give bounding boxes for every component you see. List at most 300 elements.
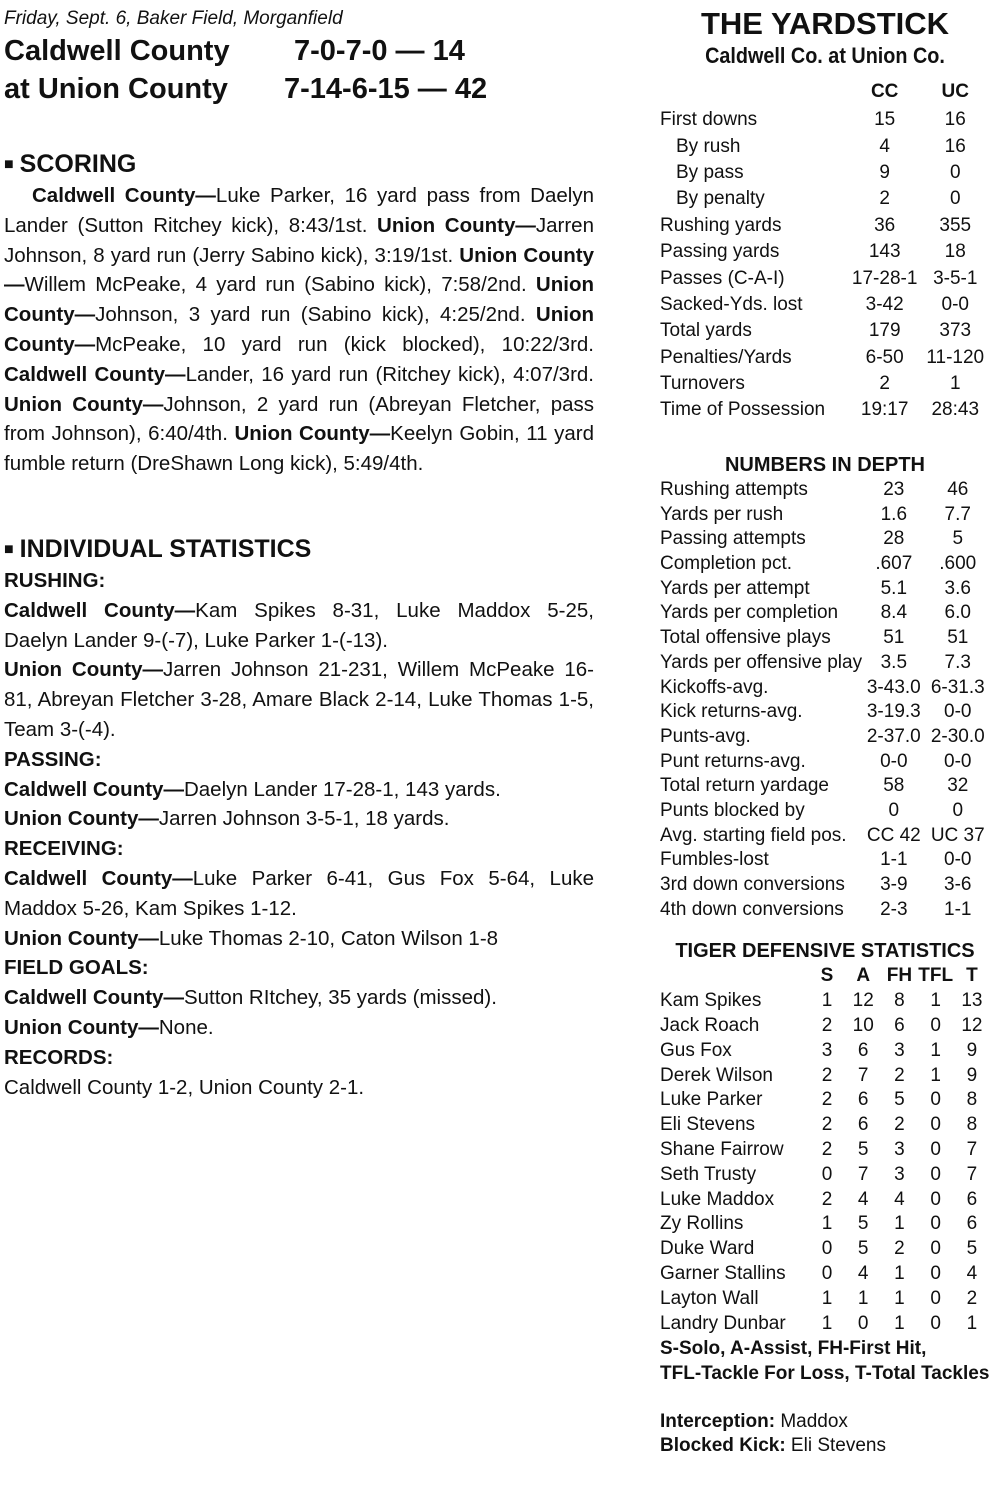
- stat-label: Kickoffs-avg.: [660, 676, 769, 698]
- total-value: 8: [966, 1089, 978, 1111]
- stat-label: Kick returns-avg.: [660, 701, 803, 723]
- defense-heading: TIGER DEFENSIVE STATISTICS: [675, 940, 975, 963]
- cc-value: 3-9: [880, 874, 908, 896]
- stat-label: Fumbles-lost: [660, 849, 769, 871]
- passing-uc: [4, 804, 594, 834]
- first-hit-value: 2: [894, 1064, 905, 1086]
- stat-label: Rushing yards: [660, 214, 782, 236]
- tfl-value: 0: [930, 1015, 941, 1037]
- player-name: Derek Wilson: [660, 1064, 773, 1086]
- cc-value: 3.5: [880, 651, 908, 673]
- total-value: 7: [966, 1163, 978, 1185]
- depth-row: [660, 651, 990, 676]
- first-hit-value: 4: [894, 1188, 905, 1210]
- stat-label: Yards per rush: [660, 503, 784, 525]
- depth-row: [660, 601, 990, 626]
- square-bullet-icon: ■: [4, 540, 14, 558]
- uc-value: 5: [952, 528, 964, 550]
- stat-label: Total offensive plays: [660, 627, 831, 649]
- uc-value: 1-1: [944, 898, 972, 920]
- individual-heading: [4, 533, 594, 566]
- player-name: Layton Wall: [660, 1287, 759, 1309]
- player-name: Kam Spikes: [660, 990, 762, 1012]
- receiving-label: RECEIVING:: [4, 837, 124, 861]
- solo-value: 1: [821, 1213, 833, 1235]
- stat-label: By penalty: [676, 188, 765, 210]
- tfl-value: 0: [930, 1263, 941, 1285]
- uc-value: 7.7: [944, 503, 971, 525]
- stat-label: First downs: [660, 109, 758, 131]
- scoring-play: Johnson, 2 yard run (Abreyan Fletcher, pass from Johnson), 6:40/4th.: [4, 392, 594, 446]
- uc-value: 16: [944, 109, 966, 131]
- assist-value: 5: [857, 1238, 869, 1260]
- yardstick-row: [660, 160, 990, 186]
- defense-legend-1: S-Solo, A-Assist, FH-First Hit,: [660, 1338, 927, 1360]
- assist-value: 6: [857, 1114, 869, 1136]
- field-goals-uc: [4, 1013, 594, 1043]
- depth-row: [660, 626, 990, 651]
- uc-value: 6.0: [944, 602, 971, 624]
- assist-value: 5: [857, 1213, 869, 1235]
- linescore-team: Caldwell County: [4, 35, 230, 67]
- defense-table: [660, 964, 990, 1336]
- defense-row: [660, 1088, 990, 1113]
- cc-value: 58: [883, 775, 905, 797]
- scoring-team: Union County—: [4, 243, 594, 297]
- team-label: Union County—: [4, 1015, 159, 1039]
- first-hit-value: 2: [894, 1114, 905, 1136]
- stat-label: Time of Possession: [660, 399, 826, 421]
- stat-text: Daelyn Lander 17-28-1, 143 yards.: [183, 777, 501, 801]
- stat-text: None.: [158, 1015, 214, 1039]
- interception-note: [660, 1410, 990, 1434]
- uc-value: 51: [947, 627, 969, 649]
- stat-label: Punts-avg.: [660, 725, 751, 747]
- col-header: T: [966, 965, 978, 987]
- uc-value: 6-31.3: [930, 676, 985, 698]
- solo-value: 1: [821, 990, 833, 1012]
- cc-value: 2: [879, 188, 890, 210]
- linescore-score: 7-0-7-0 — 14: [294, 35, 465, 67]
- defense-row: [660, 1113, 990, 1138]
- uc-value: 46: [947, 479, 969, 501]
- uc-value: 0: [949, 161, 961, 183]
- col-cc-header: CC: [870, 81, 899, 102]
- total-value: 4: [966, 1263, 978, 1285]
- yardstick-row: [660, 397, 990, 423]
- assist-value: 4: [857, 1188, 869, 1210]
- yardstick-row: [660, 371, 990, 397]
- assist-value: 10: [852, 1015, 874, 1037]
- assist-value: 5: [857, 1139, 869, 1161]
- stat-label: Punt returns-avg.: [660, 750, 806, 772]
- cc-value: 179: [868, 320, 901, 342]
- tfl-value: 0: [930, 1213, 941, 1235]
- right-column: [660, 6, 990, 1458]
- scoring-team: Caldwell County—: [4, 362, 186, 386]
- solo-value: 2: [821, 1089, 833, 1111]
- defense-legend-2: TFL-Tackle For Loss, T-Total Tackles: [660, 1363, 990, 1385]
- total-value: 6: [966, 1188, 978, 1210]
- stat-label: Punts blocked by: [660, 799, 805, 821]
- uc-value: 373: [939, 320, 972, 342]
- yardstick-row: [660, 107, 990, 133]
- blocked-kick-note: [660, 1434, 990, 1458]
- cc-value: 1-1: [880, 849, 908, 871]
- assist-value: 1: [857, 1287, 869, 1309]
- yardstick-subtitle: Caldwell Co. at Union Co.: [705, 43, 945, 68]
- first-hit-value: 1: [894, 1312, 905, 1334]
- team-label: Union County—: [4, 658, 164, 682]
- cc-value: 0: [888, 799, 900, 821]
- total-value: 2: [966, 1287, 978, 1309]
- team-label: Union County—: [4, 807, 159, 831]
- scoring-play: Keelyn Gobin, 11 yard fumble return (DreShawn Long kick), 5:49/4th.: [4, 422, 594, 476]
- blocked-kick-label: Blocked Kick:: [660, 1435, 786, 1457]
- col-header: FH: [886, 965, 913, 987]
- solo-value: 2: [821, 1139, 833, 1161]
- team-label: Caldwell County—: [4, 866, 193, 890]
- cc-value: 23: [883, 479, 905, 501]
- defense-row: [660, 1311, 990, 1336]
- uc-value: 28:43: [931, 399, 980, 421]
- cc-value: CC 42: [866, 824, 921, 846]
- uc-value: 0-0: [944, 701, 972, 723]
- defense-row: [660, 1063, 990, 1088]
- left-column: [4, 6, 594, 1102]
- solo-value: 2: [821, 1188, 833, 1210]
- depth-row: [660, 848, 990, 873]
- cc-value: 3-42: [865, 293, 904, 315]
- scoring-play: Willem McPeake, 4 yard run (Sabino kick), 7:58/2nd.: [24, 273, 536, 297]
- defense-row: [660, 1262, 990, 1287]
- total-value: 5: [966, 1238, 978, 1260]
- stat-label: Yards per attempt: [660, 577, 810, 599]
- depth-row: [660, 576, 990, 601]
- depth-row: [660, 749, 990, 774]
- stat-label: Total yards: [660, 320, 752, 342]
- tfl-value: 0: [930, 1114, 941, 1136]
- player-name: Eli Stevens: [660, 1114, 756, 1136]
- stat-label: Sacked-Yds. lost: [660, 293, 803, 315]
- receiving-cc: [4, 864, 594, 924]
- stat-text: Jarren Johnson 21-231, Willem McPeake 16-81, Abreyan Fletcher 3-28, Amare Black 2-14, Luke Thomas 1-5, Team 3-(-4).: [4, 658, 594, 741]
- stat-label: Penalties/Yards: [660, 346, 792, 368]
- defense-row: [660, 1138, 990, 1163]
- depth-row: [660, 823, 990, 848]
- first-hit-value: 3: [894, 1039, 905, 1061]
- scoring-team: Caldwell County—: [32, 184, 216, 207]
- tfl-value: 1: [930, 990, 941, 1012]
- uc-value: UC 37: [930, 824, 985, 846]
- defense-row: [660, 1212, 990, 1237]
- col-header: A: [856, 965, 871, 987]
- uc-value: 0-0: [944, 750, 972, 772]
- records-label: RECORDS:: [4, 1045, 114, 1069]
- scoring-play: Luke Parker, 16 yard pass from Daelyn Lander (Sutton Ritchey kick), 8:43/1st.: [4, 184, 594, 237]
- stat-text: Sutton RItchey, 35 yards (missed).: [183, 986, 497, 1010]
- assist-value: 6: [857, 1039, 869, 1061]
- blank-header: [660, 964, 809, 989]
- cc-value: 19:17: [860, 399, 909, 421]
- uc-value: 3-5-1: [933, 267, 978, 289]
- stat-label: By pass: [676, 161, 744, 183]
- square-bullet-icon: ■: [4, 156, 14, 173]
- solo-value: 2: [821, 1064, 833, 1086]
- stat-label: Avg. starting field pos.: [660, 824, 847, 846]
- blank-header: [660, 70, 849, 107]
- tfl-value: 0: [930, 1287, 941, 1309]
- yardstick-table: [660, 70, 990, 424]
- solo-value: 2: [821, 1015, 833, 1037]
- assist-value: 7: [857, 1163, 869, 1185]
- stat-label: Total return yardage: [660, 775, 829, 797]
- uc-value: 1: [949, 373, 961, 395]
- solo-value: 3: [821, 1039, 833, 1061]
- solo-value: 1: [821, 1287, 833, 1309]
- yardstick-row: [660, 265, 990, 291]
- first-hit-value: 1: [894, 1263, 905, 1285]
- linescore-union: [4, 70, 594, 108]
- cc-value: 0-0: [880, 750, 908, 772]
- stat-text: Luke Thomas 2-10, Caton Wilson 1-8: [158, 926, 499, 950]
- receiving-uc: [4, 924, 594, 954]
- total-value: 12: [961, 1015, 983, 1037]
- scoring-team: Union County—: [4, 303, 594, 356]
- cc-value: 15: [874, 109, 896, 131]
- yardstick-header-row: [660, 70, 990, 107]
- tfl-value: 1: [930, 1064, 941, 1086]
- total-value: 8: [966, 1114, 978, 1136]
- player-name: Shane Fairrow: [660, 1139, 784, 1161]
- solo-value: 0: [821, 1263, 833, 1285]
- cc-value: 17-28-1: [851, 267, 918, 289]
- cc-value: 143: [868, 241, 901, 263]
- scoring-team: Union County—: [4, 392, 164, 416]
- scoring-team: Union County—: [4, 273, 594, 327]
- total-value: 7: [966, 1139, 978, 1161]
- depth-row: [660, 502, 990, 527]
- rushing-cc: [4, 596, 594, 656]
- yardstick-row: [660, 133, 990, 159]
- player-name: Landry Dunbar: [660, 1312, 786, 1334]
- team-label: Union County—: [4, 926, 159, 950]
- depth-row: [660, 774, 990, 799]
- defense-row: [660, 1187, 990, 1212]
- cc-value: .607: [875, 553, 913, 575]
- depth-row: [660, 675, 990, 700]
- first-hit-value: 3: [894, 1139, 905, 1161]
- tfl-value: 0: [930, 1238, 941, 1260]
- stat-text: Luke Parker 6-41, Gus Fox 5-64, Luke Maddox 5-26, Kam Spikes 1-12.: [4, 866, 594, 920]
- assist-value: 4: [857, 1263, 869, 1285]
- cc-value: 3-19.3: [866, 701, 921, 723]
- player-name: Zy Rollins: [660, 1213, 744, 1235]
- passing-cc: [4, 775, 594, 805]
- team-label: Caldwell County—: [4, 986, 184, 1010]
- yardstick-row: [660, 318, 990, 344]
- scoring-play: Johnson, 3 yard run (Sabino kick), 4:25/2nd.: [95, 303, 536, 327]
- total-value: 9: [966, 1039, 978, 1061]
- scoring-team: Union County—: [377, 213, 536, 237]
- stat-label: Rushing attempts: [660, 479, 808, 501]
- assist-value: 7: [857, 1064, 869, 1086]
- defense-row: [660, 1038, 990, 1063]
- player-name: Luke Parker: [660, 1089, 763, 1111]
- depth-row: [660, 700, 990, 725]
- defense-row: [660, 1286, 990, 1311]
- tfl-value: 0: [930, 1139, 941, 1161]
- cc-value: 36: [874, 214, 896, 236]
- stat-label: 4th down conversions: [660, 898, 844, 920]
- first-hit-value: 2: [894, 1238, 905, 1260]
- first-hit-value: 5: [894, 1089, 905, 1111]
- total-value: 13: [961, 990, 983, 1012]
- uc-value: .600: [939, 553, 977, 575]
- uc-value: 11-120: [926, 346, 985, 368]
- rushing-uc: [4, 655, 594, 744]
- solo-value: 1: [821, 1312, 833, 1334]
- records-text: Caldwell County 1-2, Union County 2-1.: [4, 1075, 365, 1099]
- yardstick-row: [660, 213, 990, 239]
- uc-value: 18: [944, 241, 966, 263]
- tfl-value: 0: [930, 1163, 941, 1185]
- player-name: Garner Stallins: [660, 1263, 786, 1285]
- team-label: Caldwell County—: [4, 598, 196, 622]
- col-header: TFL: [918, 965, 954, 987]
- depth-row: [660, 527, 990, 552]
- player-name: Luke Maddox: [660, 1188, 775, 1210]
- uc-value: 0: [952, 799, 964, 821]
- yardstick-row: [660, 345, 990, 371]
- linescore-caldwell: [4, 32, 594, 70]
- depth-table: [660, 478, 990, 922]
- assist-value: 12: [852, 990, 874, 1012]
- first-hit-value: 1: [894, 1287, 905, 1309]
- stat-label: Completion pct.: [660, 553, 793, 575]
- defense-header-row: [660, 964, 990, 989]
- uc-value: 7.3: [944, 651, 971, 673]
- linescore-team: at Union County: [4, 73, 228, 105]
- yardstick-title: THE YARDSTICK: [700, 6, 950, 41]
- player-name: Gus Fox: [660, 1039, 732, 1061]
- uc-value: 355: [939, 214, 972, 236]
- depth-heading: NUMBERS IN DEPTH: [724, 453, 925, 476]
- solo-value: 2: [821, 1114, 833, 1136]
- player-name: Duke Ward: [660, 1238, 755, 1260]
- yardstick-row: [660, 292, 990, 318]
- first-hit-value: 6: [894, 1015, 905, 1037]
- assist-value: 0: [857, 1312, 869, 1334]
- cc-value: 6-50: [865, 346, 904, 368]
- scoring-heading: [4, 148, 594, 181]
- uc-value: 3-6: [944, 874, 972, 896]
- field-goals-label: FIELD GOALS:: [4, 956, 149, 980]
- defense-row: [660, 1237, 990, 1262]
- blocked-kick-value: Eli Stevens: [785, 1435, 886, 1457]
- team-label: Caldwell County—: [4, 777, 184, 801]
- interception-label: Interception:: [660, 1411, 776, 1433]
- depth-row: [660, 799, 990, 824]
- defense-row: [660, 989, 990, 1014]
- stat-label: 3rd down conversions: [660, 874, 845, 896]
- depth-row: [660, 897, 990, 922]
- col-header: S: [820, 965, 834, 987]
- stat-label: By rush: [676, 135, 741, 157]
- uc-value: 2-30.0: [930, 725, 985, 747]
- uc-value: 0-0: [941, 293, 969, 315]
- defense-row: [660, 1162, 990, 1187]
- individual-heading-text: INDIVIDUAL STATISTICS: [19, 534, 312, 563]
- cc-value: 5.1: [880, 577, 908, 599]
- scoring-play: Lander, 16 yard run (Ritchey kick), 4:07/3rd.: [185, 362, 594, 386]
- scoring-summary: [4, 181, 594, 479]
- cc-value: 1.6: [880, 503, 908, 525]
- yardstick-row: [660, 186, 990, 212]
- depth-row: [660, 725, 990, 750]
- stat-label: Passes (C-A-I): [660, 267, 785, 289]
- cc-value: 8.4: [880, 602, 908, 624]
- tfl-value: 0: [930, 1188, 941, 1210]
- tfl-value: 0: [930, 1312, 941, 1334]
- linescore-score: 7-14-6-15 — 42: [284, 73, 488, 105]
- assist-value: 6: [857, 1089, 869, 1111]
- tfl-value: 1: [930, 1039, 941, 1061]
- uc-value: 3.6: [944, 577, 971, 599]
- player-name: Jack Roach: [660, 1015, 760, 1037]
- depth-row: [660, 478, 990, 503]
- cc-value: 2: [879, 373, 890, 395]
- first-hit-value: 3: [894, 1163, 905, 1185]
- scoring-play: McPeake, 10 yard run (kick blocked), 10:22/3rd.: [95, 332, 594, 356]
- total-value: 6: [966, 1213, 978, 1235]
- cc-value: 51: [883, 627, 905, 649]
- stat-label: Yards per offensive play: [660, 651, 863, 673]
- first-hit-value: 1: [894, 1213, 905, 1235]
- total-value: 9: [966, 1064, 978, 1086]
- cc-value: 28: [883, 528, 905, 550]
- rushing-label: RUSHING:: [4, 568, 106, 592]
- first-hit-value: 8: [894, 990, 905, 1012]
- cc-value: 4: [879, 135, 890, 157]
- yardstick-row: [660, 239, 990, 265]
- total-value: 1: [966, 1312, 978, 1334]
- scoring-heading-text: SCORING: [19, 150, 137, 178]
- solo-value: 0: [821, 1238, 833, 1260]
- uc-value: 32: [947, 775, 969, 797]
- game-dateline: Friday, Sept. 6, Baker Field, Morganfield: [4, 8, 343, 29]
- depth-row: [660, 552, 990, 577]
- stat-text: Kam Spikes 8-31, Luke Maddox 5-25, Daelyn Lander 9-(-7), Luke Parker 1-(-13).: [4, 598, 594, 652]
- cc-value: 9: [879, 161, 890, 183]
- depth-row: [660, 873, 990, 898]
- cc-value: 2-3: [880, 898, 908, 920]
- stat-label: Yards per completion: [660, 602, 839, 624]
- solo-value: 0: [821, 1163, 833, 1185]
- uc-value: 0: [949, 188, 961, 210]
- defense-row: [660, 1014, 990, 1039]
- scoring-play: Jarren Johnson, 8 yard run (Jerry Sabino kick), 3:19/1st.: [4, 213, 594, 267]
- uc-value: 16: [944, 135, 966, 157]
- field-goals-cc: [4, 983, 594, 1013]
- stat-label: Passing yards: [660, 241, 780, 263]
- col-uc-header: UC: [941, 81, 969, 102]
- tfl-value: 0: [930, 1089, 941, 1111]
- scoring-team: Union County—: [234, 422, 391, 446]
- passing-label: PASSING:: [4, 747, 102, 771]
- stat-label: Turnovers: [660, 373, 745, 395]
- interception-value: Maddox: [775, 1411, 848, 1433]
